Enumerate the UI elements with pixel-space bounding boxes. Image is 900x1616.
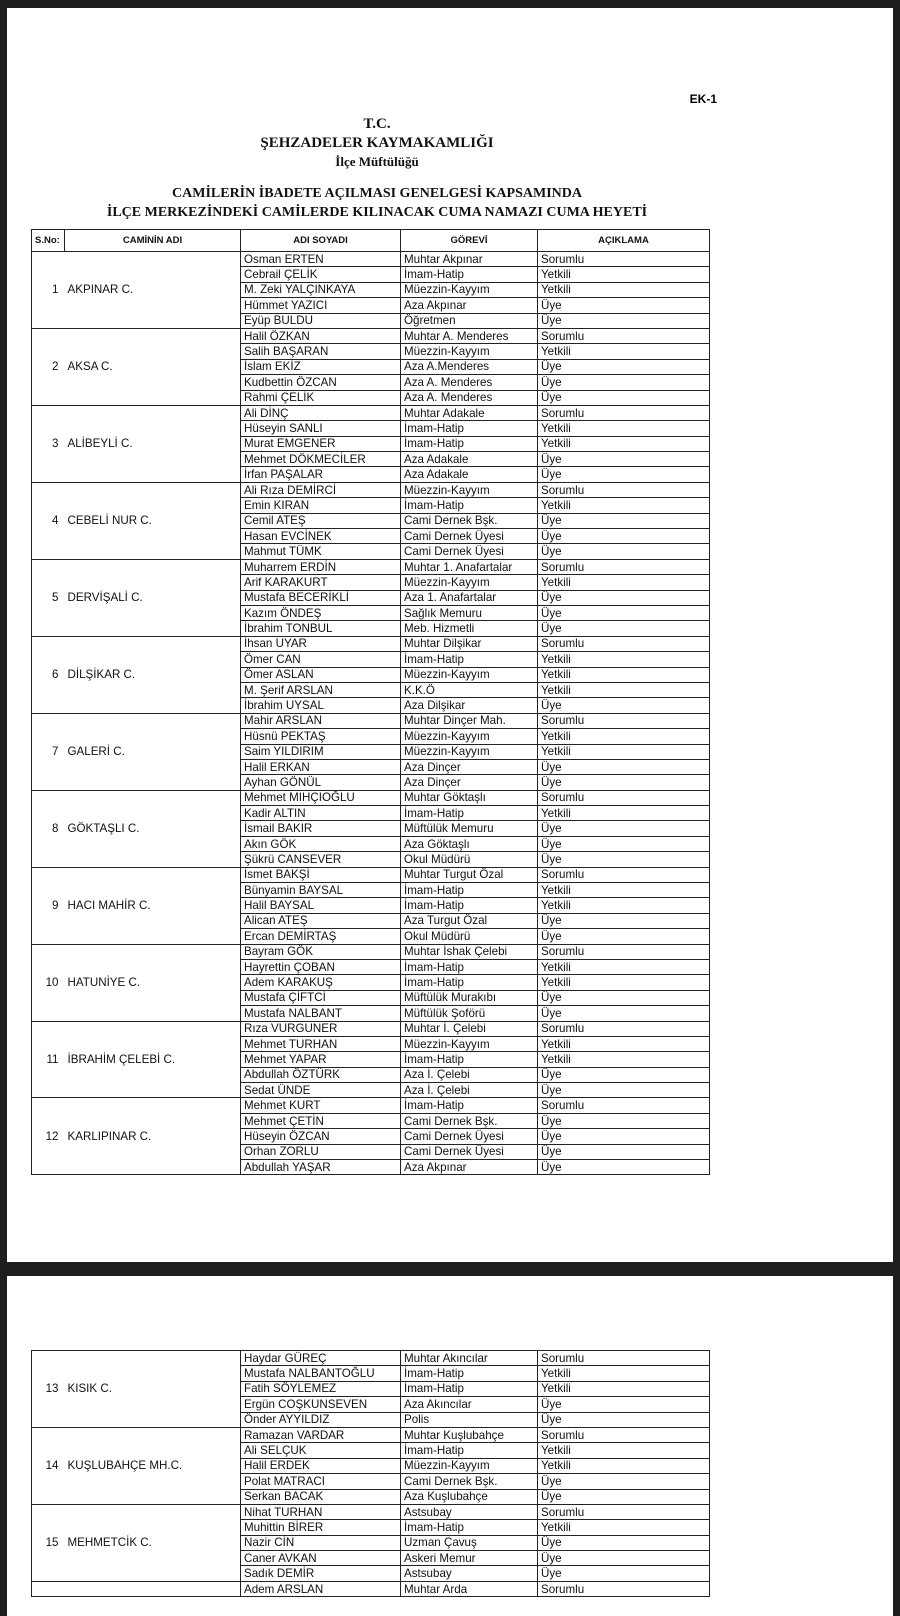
member-role: Müezzin-Kayyım [401,729,538,744]
member-desc: Sorumlu [538,482,710,497]
member-name: Hayrettin ÇOBAN [241,959,401,974]
member-desc: Üye [538,929,710,944]
member-role: Muhtar Akıncılar [401,1351,538,1366]
member-role: Müezzin-Kayyım [401,344,538,359]
member-desc: Yetkili [538,282,710,297]
table-row [32,1351,710,1366]
member-desc: Üye [538,1083,710,1098]
member-name: Mahmut TÜMK [241,544,401,559]
member-name: Arif KARAKURT [241,575,401,590]
member-role: Aza İ. Çelebi [401,1067,538,1082]
member-desc: Üye [538,452,710,467]
member-name: İsmail BAKIR [241,821,401,836]
member-desc: Üye [538,313,710,328]
row-number: 10 [32,944,65,1021]
member-role: İmam-Hatip [401,436,538,451]
member-role: Sağlık Memuru [401,605,538,620]
member-role: Aza A.Menderes [401,359,538,374]
member-desc: Yetkili [538,267,710,282]
member-desc: Üye [538,298,710,313]
member-name: Muharrem ERDİN [241,559,401,574]
member-name: Hüseyin ÖZCAN [241,1129,401,1144]
member-desc: Yetkili [538,421,710,436]
member-desc: Üye [538,375,710,390]
member-desc: Yetkili [538,575,710,590]
member-desc: Sorumlu [538,867,710,882]
mosque-name: KISIK C. [65,1351,241,1428]
member-role: İmam-Hatip [401,1520,538,1535]
member-name: Mehmet TURHAN [241,1036,401,1051]
member-role: Cami Dernek Bşk. [401,513,538,528]
member-role: Müezzin-Kayyım [401,482,538,497]
member-name: Akın GÖK [241,836,401,851]
member-name: M. Zeki YALÇINKAYA [241,282,401,297]
member-name: Serkan BACAK [241,1489,401,1504]
member-role: Muhtar Arda [401,1581,538,1596]
member-desc: Yetkili [538,806,710,821]
header-line-5: İLÇE MERKEZİNDEKİ CAMİLERDE KILINACAK CUMA NAMAZI CUMA HEYETİ [106,205,648,220]
row-number: 7 [32,713,65,790]
member-desc: Üye [538,1489,710,1504]
member-desc: Sorumlu [538,1021,710,1036]
table-body [32,1351,710,1597]
member-name: Kadir ALTIN [241,806,401,821]
member-role: İmam-Hatip [401,652,538,667]
member-role: Aza A. Menderes [401,390,538,405]
member-role: Aza A. Menderes [401,375,538,390]
row-number: 12 [32,1098,65,1175]
table-row [32,559,710,574]
member-desc: Üye [538,544,710,559]
table-row [32,405,710,420]
member-desc: Üye [538,513,710,528]
member-name: Mahir ARSLAN [241,713,401,728]
member-role: İmam-Hatip [401,1443,538,1458]
member-role: İmam-Hatip [401,1098,538,1113]
row-number: 3 [32,405,65,482]
member-role: Muhtar 1. Anafartalar [401,559,538,574]
mosque-name: DERVİŞALİ C. [65,559,241,636]
member-role: Muhtar Dilşikar [401,636,538,651]
member-desc: Sorumlu [538,1581,710,1596]
member-role: Muhtar Göktaşlı [401,790,538,805]
member-name: Mustafa BECERİKLİ [241,590,401,605]
member-name: Şükrü CANSEVER [241,852,401,867]
member-desc: Yetkili [538,667,710,682]
member-name: Kudbettin ÖZCAN [241,375,401,390]
header-line-1: T.C. [363,116,391,132]
member-role: Müftülük Şoförü [401,1006,538,1021]
member-name: Nazir CİN [241,1535,401,1550]
member-desc: Sorumlu [538,1427,710,1442]
member-name: M. Şerif ARSLAN [241,682,401,697]
member-name: Ercan DEMİRTAŞ [241,929,401,944]
member-desc: Yetkili [538,898,710,913]
member-name: Mehmet DÖKMECİLER [241,452,401,467]
member-name: Murat EMGENER [241,436,401,451]
table-row [32,482,710,497]
mosque-name: AKPINAR C. [65,252,241,329]
member-desc: Yetkili [538,344,710,359]
member-role: Askeri Memur [401,1551,538,1566]
member-role: Aza Adakale [401,452,538,467]
member-name: Bayram GÖK [241,944,401,959]
member-desc: Üye [538,990,710,1005]
member-desc: Üye [538,1551,710,1566]
mosque-name: CEBELİ NUR C. [65,482,241,559]
member-name: Adem KARAKUŞ [241,975,401,990]
member-name: Nihat TURHAN [241,1504,401,1519]
row-number: 8 [32,790,65,867]
member-desc: Yetkili [538,975,710,990]
member-desc: Yetkili [538,652,710,667]
table-body [32,252,710,1175]
table-row [32,713,710,728]
member-desc: Sorumlu [538,713,710,728]
member-desc: Üye [538,621,710,636]
member-desc: Yetkili [538,883,710,898]
member-desc: Üye [538,1474,710,1489]
column-header-mosque: CAMİNİN ADI [65,230,241,252]
member-role: İmam-Hatip [401,959,538,974]
member-name: Rahmi ÇELİK [241,390,401,405]
member-desc: Yetkili [538,1458,710,1473]
member-role: İmam-Hatip [401,883,538,898]
member-role: Aza Akpınar [401,298,538,313]
member-name: Adem ARSLAN [241,1581,401,1596]
mosque-name: GÖKTAŞLI C. [65,790,241,867]
member-name: Mehmet KURT [241,1098,401,1113]
member-role: Aza Turgut Özal [401,913,538,928]
member-name: Haydar GÜREÇ [241,1351,401,1366]
member-desc: Sorumlu [538,252,710,267]
member-role: Müezzin-Kayyım [401,667,538,682]
member-desc: Üye [538,1129,710,1144]
row-number: 15 [32,1504,65,1581]
column-header-role: GÖREVİ [401,230,538,252]
member-name: Halil BAYSAL [241,898,401,913]
member-desc: Üye [538,836,710,851]
row-number: 4 [32,482,65,559]
member-name: İhsan UYAR [241,636,401,651]
row-number: 2 [32,328,65,405]
member-name: Ali DİNÇ [241,405,401,420]
mosque-name: KUŞLUBAHÇE MH.C. [65,1427,241,1504]
column-header-no: S.No: [32,230,65,252]
member-desc: Yetkili [538,959,710,974]
member-name: İslam EKİZ [241,359,401,374]
member-role: Cami Dernek Üyesi [401,1144,538,1159]
member-desc: Yetkili [538,1052,710,1067]
member-desc: Yetkili [538,1443,710,1458]
table-row [32,328,710,343]
member-name: Hasan EVCİNEK [241,529,401,544]
member-desc: Yetkili [538,744,710,759]
member-name: İbrahim TONBUL [241,621,401,636]
member-desc: Üye [538,1412,710,1427]
member-desc: Üye [538,1067,710,1082]
mosque-name: İBRAHİM ÇELEBİ C. [65,1021,241,1098]
mosque-name: DİLŞİKAR C. [65,636,241,713]
member-desc: Yetkili [538,682,710,697]
member-desc: Sorumlu [538,944,710,959]
member-desc: Sorumlu [538,1098,710,1113]
member-role: Polis [401,1412,538,1427]
member-role: Aza 1. Anafartalar [401,590,538,605]
header-line-3: İlçe Müftülüğü [335,154,419,169]
member-name: Ali Rıza DEMİRCİ [241,482,401,497]
member-role: Muhtar Akpınar [401,252,538,267]
mosque-name [65,1581,241,1596]
table-row [32,1581,710,1596]
member-role: Aza Dilşikar [401,698,538,713]
member-name: Halil ÖZKAN [241,328,401,343]
member-name: Osman ERTEN [241,252,401,267]
row-number: 11 [32,1021,65,1098]
member-name: Abdullah YAŞAR [241,1160,401,1175]
row-number: 9 [32,867,65,944]
member-desc: Üye [538,1113,710,1128]
document-page-1 [7,8,893,1262]
member-role: Müezzin-Kayyım [401,1458,538,1473]
member-role: Okul Müdürü [401,852,538,867]
table-row [32,1021,710,1036]
member-desc: Üye [538,698,710,713]
committee-table [31,229,710,1175]
member-name: Eyüp BULDU [241,313,401,328]
member-role: Müezzin-Kayyım [401,282,538,297]
mosque-name: ALİBEYLİ C. [65,405,241,482]
member-desc: Sorumlu [538,559,710,574]
header-line-2: ŞEHZADELER KAYMAKAMLIĞI [260,135,494,151]
member-desc: Üye [538,759,710,774]
member-name: Ramazan VARDAR [241,1427,401,1442]
member-desc: Yetkili [538,1036,710,1051]
member-name: İrfan PAŞALAR [241,467,401,482]
member-role: Aza Akıncılar [401,1397,538,1412]
member-name: Halil ERDEK [241,1458,401,1473]
member-name: Hüsnü PEKTAŞ [241,729,401,744]
column-header-desc: AÇIKLAMA [538,230,710,252]
member-role: Muhtar Dinçer Mah. [401,713,538,728]
member-role: Meb. Hizmetli [401,621,538,636]
member-desc: Yetkili [538,1366,710,1381]
member-role: Aza İ. Çelebi [401,1083,538,1098]
table-row [32,867,710,882]
table-row [32,636,710,651]
row-number: 13 [32,1351,65,1428]
member-desc: Sorumlu [538,1351,710,1366]
member-role: Muhtar Kuşlubahçe [401,1427,538,1442]
member-role: İmam-Hatip [401,806,538,821]
member-name: Rıza VURGUNER [241,1021,401,1036]
header-line-4: CAMİLERİN İBADETE AÇILMASI GENELGESİ KAPSAMINDA [172,186,582,201]
member-desc: Üye [538,590,710,605]
member-desc: Sorumlu [538,405,710,420]
member-name: Önder AYYILDIZ [241,1412,401,1427]
member-name: Emin KIRAN [241,498,401,513]
member-desc: Üye [538,1535,710,1550]
member-name: Salih BAŞARAN [241,344,401,359]
annex-label: EK-1 [689,92,717,106]
row-number: 14 [32,1427,65,1504]
member-role: Astsubay [401,1504,538,1519]
table-row [32,944,710,959]
member-name: Mustafa ÇİFTCİ [241,990,401,1005]
member-name: Fatih SÖYLEMEZ [241,1381,401,1396]
member-desc: Üye [538,390,710,405]
member-desc: Üye [538,1566,710,1581]
member-name: Mehmet MIHÇIOĞLU [241,790,401,805]
member-role: Astsubay [401,1566,538,1581]
member-role: İmam-Hatip [401,1381,538,1396]
member-role: İmam-Hatip [401,1366,538,1381]
member-name: Muhittin BİRER [241,1520,401,1535]
member-role: İmam-Hatip [401,267,538,282]
member-desc: Sorumlu [538,1504,710,1519]
member-name: Ömer CAN [241,652,401,667]
mosque-name: HATUNİYE C. [65,944,241,1021]
member-role: İmam-Hatip [401,498,538,513]
row-number [32,1581,65,1596]
member-role: Aza Akpınar [401,1160,538,1175]
member-role: Aza Adakale [401,467,538,482]
member-name: Sadık DEMİR [241,1566,401,1581]
member-name: Ali SELÇUK [241,1443,401,1458]
column-header-name: ADI SOYADI [241,230,401,252]
member-desc: Üye [538,467,710,482]
member-role: Aza Dinçer [401,759,538,774]
member-desc: Sorumlu [538,636,710,651]
member-role: Cami Dernek Üyesi [401,1129,538,1144]
document-page-2 [7,1276,893,1616]
member-role: İmam-Hatip [401,898,538,913]
member-name: Sedat ÜNDE [241,1083,401,1098]
member-role: Aza Dinçer [401,775,538,790]
member-role: Müezzin-Kayyım [401,1036,538,1051]
row-number: 1 [32,252,65,329]
member-name: Abdullah ÖZTÜRK [241,1067,401,1082]
row-number: 6 [32,636,65,713]
member-name: Mehmet YAPAR [241,1052,401,1067]
member-desc: Üye [538,821,710,836]
member-name: Orhan ZORLU [241,1144,401,1159]
member-role: Müezzin-Kayyım [401,744,538,759]
member-name: Mehmet ÇETİN [241,1113,401,1128]
member-name: Hüseyin SANLI [241,421,401,436]
table-header-row [32,230,710,252]
row-number: 5 [32,559,65,636]
member-role: İmam-Hatip [401,975,538,990]
member-role: Cami Dernek Bşk. [401,1113,538,1128]
member-desc: Yetkili [538,1381,710,1396]
member-role: Muhtar İ. Çelebi [401,1021,538,1036]
member-desc: Üye [538,1144,710,1159]
table-row [32,790,710,805]
table-row [32,1098,710,1113]
member-name: Ayhan GÖNÜL [241,775,401,790]
mosque-name: GALERİ C. [65,713,241,790]
member-role: Öğretmen [401,313,538,328]
member-role: Muhtar İshak Çelebi [401,944,538,959]
member-name: Halil ERKAN [241,759,401,774]
member-role: Uzman Çavuş [401,1535,538,1550]
member-desc: Üye [538,605,710,620]
table-row [32,1427,710,1442]
member-name: Bünyamin BAYSAL [241,883,401,898]
member-role: Muhtar Adakale [401,405,538,420]
member-desc: Üye [538,1397,710,1412]
member-role: Cami Dernek Üyesi [401,544,538,559]
mosque-name: KARLIPINAR C. [65,1098,241,1175]
member-role: Aza Göktaşlı [401,836,538,851]
member-name: İbrahim UYSAL [241,698,401,713]
member-name: Saim YILDIRIM [241,744,401,759]
committee-table-continued [31,1350,710,1597]
member-role: İmam-Hatip [401,421,538,436]
member-desc: Yetkili [538,498,710,513]
member-desc: Üye [538,529,710,544]
member-name: Mustafa NALBANTOĞLU [241,1366,401,1381]
mosque-name: AKSA C. [65,328,241,405]
member-name: Cebrail ÇELİK [241,267,401,282]
member-desc: Üye [538,913,710,928]
member-desc: Yetkili [538,1520,710,1535]
member-desc: Yetkili [538,729,710,744]
member-role: Aza Kuşlubahçe [401,1489,538,1504]
member-role: İmam-Hatip [401,1052,538,1067]
member-role: Müftülük Memuru [401,821,538,836]
member-name: Ergün COŞKUNSEVEN [241,1397,401,1412]
member-role: K.K.Ö [401,682,538,697]
mosque-name: MEHMETCİK C. [65,1504,241,1581]
member-desc: Üye [538,1160,710,1175]
mosque-name: HACI MAHİR C. [65,867,241,944]
member-desc: Üye [538,1006,710,1021]
member-name: Polat MATRACI [241,1474,401,1489]
member-desc: Üye [538,775,710,790]
member-role: Müezzin-Kayyım [401,575,538,590]
member-name: Hümmet YAZICI [241,298,401,313]
member-name: Cemil ATEŞ [241,513,401,528]
table-row [32,1504,710,1519]
member-role: Müftülük Murakıbı [401,990,538,1005]
member-role: Cami Dernek Bşk. [401,1474,538,1489]
member-name: Alican ATEŞ [241,913,401,928]
member-role: Cami Dernek Üyesi [401,529,538,544]
member-desc: Sorumlu [538,328,710,343]
member-desc: Üye [538,852,710,867]
member-name: Kazım ÖNDEŞ [241,605,401,620]
member-role: Muhtar Turgut Özal [401,867,538,882]
member-name: Caner AVKAN [241,1551,401,1566]
table-row [32,252,710,267]
member-role: Okul Müdürü [401,929,538,944]
member-role: Muhtar A. Menderes [401,328,538,343]
member-desc: Üye [538,359,710,374]
member-name: Mustafa NALBANT [241,1006,401,1021]
member-name: İsmet BAKŞİ [241,867,401,882]
member-name: Ömer ASLAN [241,667,401,682]
member-desc: Sorumlu [538,790,710,805]
member-desc: Yetkili [538,436,710,451]
